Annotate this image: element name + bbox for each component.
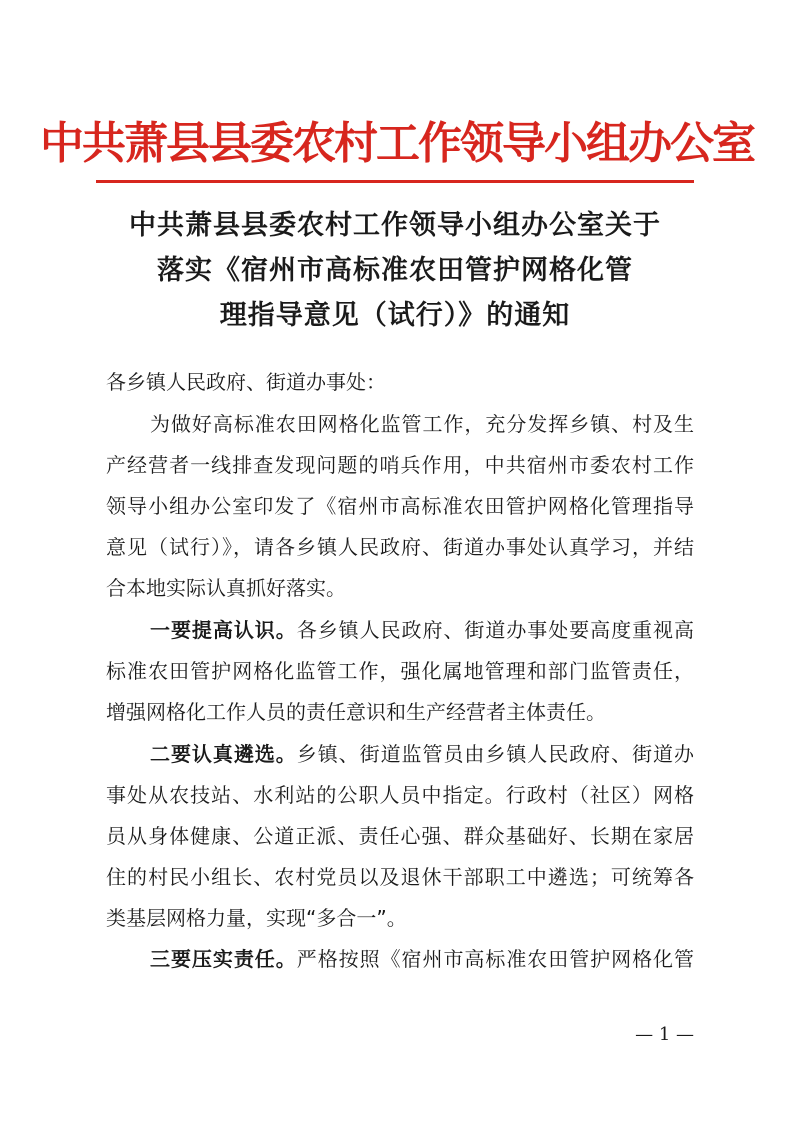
para1-line-4: 意见（试行）》，请各乡镇人民政府、街道办事处认真学习，并结 bbox=[106, 535, 694, 559]
para2-line-3: 增强网格化工作人员的责任意识和生产经营者主体责任。 bbox=[106, 700, 606, 724]
para3-lead: 二要认真遴选。 bbox=[150, 742, 297, 766]
para4-line-1-text: 严格按照《宿州市高标准农田管护网格化管 bbox=[296, 947, 695, 971]
para4-lead: 三要压实责任。 bbox=[150, 947, 297, 971]
para3-line-1 bbox=[150, 741, 694, 767]
header-red-rule bbox=[96, 180, 694, 183]
para1-line-3: 领导小组办公室印发了《宿州市高标准农田管护网格化管理指导 bbox=[106, 494, 694, 518]
doc-title-line-1: 中共萧县县委农村工作领导小组办公室关于 bbox=[129, 210, 661, 241]
para3-line-1-text: 乡镇、街道监管员由乡镇人民政府、街道办 bbox=[296, 742, 695, 766]
salutation: 各乡镇人民政府、街道办事处： bbox=[106, 370, 386, 394]
header-org-name: 中共萧县县委农村工作领导小组办公室 bbox=[40, 118, 754, 169]
para3-line-3: 员从身体健康、公道正派、责任心强、群众基础好、长期在家居 bbox=[106, 824, 694, 848]
para1-line-2: 产经营者一线排查发现问题的哨兵作用，中共宿州市委农村工作 bbox=[106, 453, 694, 477]
para2-line-1-text: 各乡镇人民政府、街道办事处要高度重视高 bbox=[296, 618, 695, 642]
para3-line-4: 住的村民小组长、农村党员以及退休干部职工中遴选；可统筹各 bbox=[106, 865, 694, 889]
para3-line-5: 类基层网格力量，实现“多合一”。 bbox=[106, 906, 407, 930]
doc-title-line-2: 落实《宿州市高标准农田管护网格化管 bbox=[157, 255, 633, 286]
doc-title-line-3: 理指导意见（试行）》的通知 bbox=[219, 300, 571, 331]
para1-line-1: 为做好高标准农田网格化监管工作，充分发挥乡镇、村及生 bbox=[150, 412, 694, 436]
para1-line-5: 合本地实际认真抓好落实。 bbox=[106, 576, 346, 600]
para3-line-2: 事处从农技站、水利站的公职人员中指定。行政村（社区）网格 bbox=[106, 783, 694, 807]
para2-line-1 bbox=[150, 617, 694, 643]
para4-line-1 bbox=[150, 946, 694, 972]
para2-lead: 一要提高认识。 bbox=[150, 618, 297, 642]
page-number: — 1 — bbox=[635, 1024, 694, 1045]
para2-line-2: 标准农田管护网格化监管工作，强化属地管理和部门监管责任， bbox=[106, 659, 694, 683]
